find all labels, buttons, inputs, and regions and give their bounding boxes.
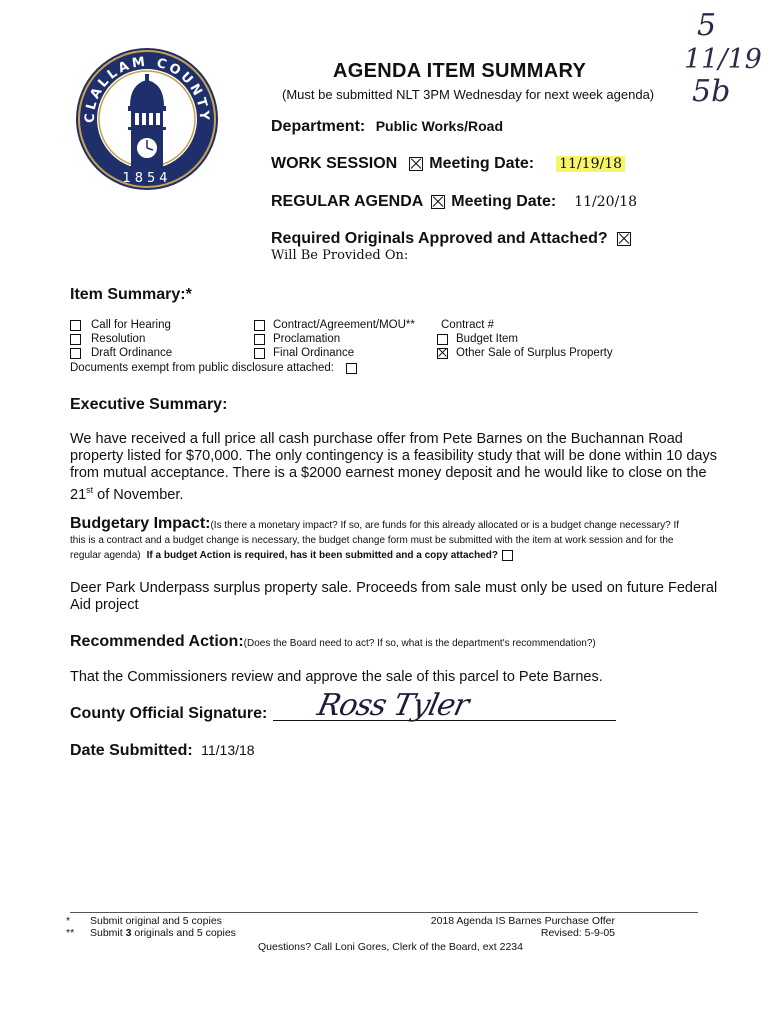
date-submitted-label: Date Submitted: xyxy=(70,742,193,759)
contract-number-label: Contract # xyxy=(441,319,495,331)
department-row xyxy=(271,118,503,136)
regular-agenda-checkbox[interactable] xyxy=(431,195,445,209)
exempt-documents-label: Documents exempt from public disclosure attached: xyxy=(70,362,334,374)
work-session-row xyxy=(271,155,625,173)
footer-file-info: 2018 Agenda IS Barnes Purchase Offer Revised: 5-9-05 xyxy=(430,915,615,939)
date-submitted-row xyxy=(70,742,255,760)
budgetary-impact-question: (Is there a monetary impact? If so, are funds for this already allocated or is a budget change necessary? If xyxy=(210,520,680,531)
item-summary-col2 xyxy=(254,318,415,360)
budgetary-impact-text: Deer Park Underpass surplus property sale. Proceeds from sale must only be used on future Federal Aid project xyxy=(70,580,718,613)
signature-label: County Official Signature: xyxy=(70,705,268,722)
budget-item-checkbox[interactable] xyxy=(437,334,448,345)
proclamation-checkbox[interactable] xyxy=(254,334,265,345)
county-seal xyxy=(74,46,220,192)
svg-text:CLALLAM COUNTY: CLALLAM COUNTY xyxy=(82,54,212,124)
contract-checkbox[interactable] xyxy=(254,320,265,331)
work-session-date: 11/19/18 xyxy=(556,156,625,172)
exempt-documents-row xyxy=(70,361,357,375)
department-label: Department: xyxy=(271,118,366,135)
regular-agenda-label: REGULAR AGENDA xyxy=(271,193,424,210)
footer-divider xyxy=(70,912,698,913)
budget-action-checkbox[interactable] xyxy=(502,550,513,561)
regular-agenda-meeting-label: Meeting Date: xyxy=(451,193,557,210)
checkbox-budget-item: Budget Item xyxy=(437,332,613,346)
work-session-label: WORK SESSION xyxy=(271,155,398,172)
surplus-property-checkbox[interactable] xyxy=(437,348,448,359)
draft-ordinance-checkbox[interactable] xyxy=(70,348,81,359)
work-session-meeting-label: Meeting Date: xyxy=(429,155,535,172)
call-for-hearing-checkbox[interactable] xyxy=(70,320,81,331)
regular-agenda-row xyxy=(271,193,637,211)
budgetary-impact-block: Budgetary Impact:(Is there a monetary impact? If so, are funds for this already allocated or is a budget change necessary? If this is a contract and a budget change is necessary, the budget change form must be submitted with the item at work session and for the regular agenda) If a budget Action is required, has it been submitted and a copy attached? xyxy=(70,515,680,561)
final-ordinance-checkbox[interactable] xyxy=(254,348,265,359)
handwritten-number: 5 xyxy=(697,8,717,43)
svg-text:1854: 1854 xyxy=(122,171,172,186)
originals-row xyxy=(271,230,631,248)
executive-summary-title: Executive Summary: xyxy=(70,396,228,413)
originals-label: Required Originals Approved and Attached? xyxy=(271,230,608,247)
provided-on-label: Will Be Provided On: xyxy=(271,248,409,263)
checkbox-surplus-property: Other Sale of Surplus Property xyxy=(437,346,613,360)
page-subtitle: (Must be submitted NLT 3PM Wednesday for next week agenda) xyxy=(282,87,655,102)
date-submitted-value: 11/13/18 xyxy=(201,742,255,758)
checkbox-draft-ordinance: Draft Ordinance xyxy=(70,346,172,360)
footer-notes: * Submit original and 5 copies ** Submit 3 originals and 5 copies xyxy=(66,915,236,939)
checkbox-final-ordinance: Final Ordinance xyxy=(254,346,415,360)
item-summary-col1 xyxy=(70,318,172,360)
work-session-checkbox[interactable] xyxy=(409,157,423,171)
checkbox-call-for-hearing: Call for Hearing xyxy=(70,318,172,332)
resolution-checkbox[interactable] xyxy=(70,334,81,345)
item-summary-col3 xyxy=(437,318,613,360)
page-title: AGENDA ITEM SUMMARY xyxy=(333,60,587,82)
exempt-documents-checkbox[interactable] xyxy=(346,363,357,374)
regular-agenda-date: 11/20/18 xyxy=(574,194,638,210)
recommended-action-title: Recommended Action: xyxy=(70,633,244,650)
handwritten-date: 11/19 xyxy=(684,44,762,75)
handwritten-code: 5b xyxy=(692,74,731,109)
recommended-action-row xyxy=(70,633,596,651)
handwritten-signature: Ross Tyler xyxy=(314,688,472,723)
originals-checkbox[interactable] xyxy=(617,232,631,246)
checkbox-proclamation: Proclamation xyxy=(254,332,415,346)
recommended-action-question: (Does the Board need to act? If so, what is the department's recommendation?) xyxy=(243,638,596,649)
checkbox-resolution: Resolution xyxy=(70,332,172,346)
executive-summary-text: We have received a full price all cash purchase offer from Pete Barnes on the Buchannan Road property listed for $70,000. The only contingency is a feasibility study that will be done within 10 days from mutual acceptance. There is a $2000 earnest money deposit and he would like to close on the 21st of November. xyxy=(70,431,717,503)
item-summary-title: Item Summary:* xyxy=(70,286,192,303)
recommended-action-text: That the Commissioners review and approve the sale of this parcel to Pete Barnes. xyxy=(70,669,603,685)
checkbox-contract: Contract/Agreement/MOU** xyxy=(254,318,415,332)
department-value: Public Works/Road xyxy=(375,118,504,134)
budgetary-impact-title: Budgetary Impact: xyxy=(70,515,211,532)
footer-questions: Questions? Call Loni Gores, Clerk of the Board, ext 2234 xyxy=(258,941,523,953)
